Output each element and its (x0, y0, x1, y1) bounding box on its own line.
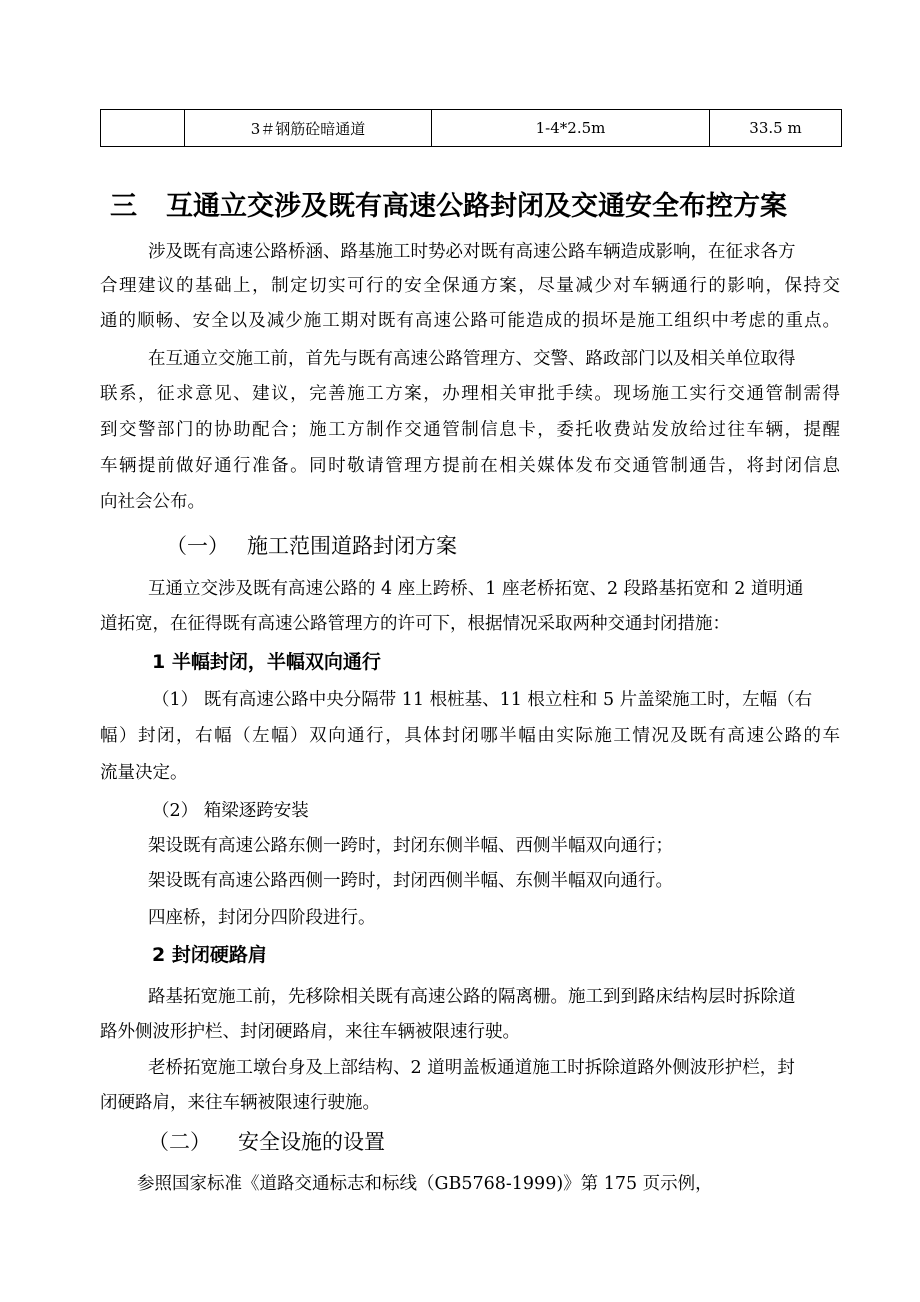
para2-line1: 在互通立交施工前，首先与既有高速公路管理方、交警、路政部门以及相关单位取得 (148, 349, 796, 369)
item1-p2: （2） 箱梁逐跨安装 (152, 801, 309, 821)
para2-line4: 车辆提前做好通行准备。同时敬请管理方提前在相关媒体发布交通管制通告，将封闭信息 (100, 456, 840, 476)
item2-p1-line1: 路基拓宽施工前，先移除相关既有高速公路的隔离栅。施工到到路床结构层时拆除道 (148, 987, 796, 1007)
sub1-para-line2: 道拓宽，在征得既有高速公路管理方的许可下，根据情况采取两种交通封闭措施： (100, 614, 730, 634)
para2-line3: 到交警部门的协助配合；施工方制作交通管制信息卡，委托收费站发放给过往车辆，提醒 (100, 420, 840, 440)
section-title: 互通立交涉及既有高速公路封闭及交通安全布控方案 (166, 191, 787, 222)
sub2-para: 参照国家标准《道路交通标志和标线（GB5768-1999)》第 175 页示例， (137, 1174, 713, 1194)
para1-line1: 涉及既有高速公路桥涵、路基施工时势必对既有高速公路车辆造成影响，在征求各方 (148, 242, 796, 262)
item2-p2-line2: 闭硬路肩，来往车辆被限速行驶施。 (100, 1093, 380, 1113)
item1-p1-line1: （1） 既有高速公路中央分隔带 11 根桩基、11 根立柱和 5 片盖梁施工时，左幅（右 (152, 690, 813, 710)
subsection1-number: （一） (166, 534, 229, 558)
table-cell-length: 33.5 m (710, 110, 842, 147)
item2-heading: 2 封闭硬路肩 (152, 944, 267, 966)
subsection2-number: （二） (148, 1130, 211, 1154)
item1-p4: 架设既有高速公路西侧一跨时，封闭西侧半幅、东侧半幅双向通行。 (148, 871, 673, 891)
section-number: 三 (110, 191, 137, 222)
para1-line2: 合理建议的基础上，制定切实可行的安全保通方案，尽量减少对车辆通行的影响，保持交 (100, 276, 840, 296)
sub1-para-line1: 互通立交涉及既有高速公路的 4 座上跨桥、1 座老桥拓宽、2 段路基拓宽和 2 道明通 (148, 579, 804, 599)
item1-p1-line2: 幅）封闭，右幅（左幅）双向通行，具体封闭哪半幅由实际施工情况及既有高速公路的车 (100, 726, 840, 746)
para2-line5: 向社会公布。 (100, 492, 205, 512)
para2-line2: 联系，征求意见、建议，完善施工方案，办理相关审批手续。现场施工实行交通管制需得 (100, 384, 840, 404)
para1-line3: 通的顺畅、安全以及减少施工期对既有高速公路可能造成的损坏是施工组织中考虑的重点。 (100, 311, 840, 331)
subsection1-title: 施工范围道路封闭方案 (247, 534, 457, 558)
item1-heading: 1 半幅封闭，半幅双向通行 (152, 651, 381, 673)
subsection2-title: 安全设施的设置 (238, 1130, 385, 1154)
item2-p1-line2: 路外侧波形护栏、封闭硬路肩，来往车辆被限速行驶。 (100, 1022, 520, 1042)
item1-p1-line3: 流量决定。 (100, 763, 188, 783)
item1-p5: 四座桥，封闭分四阶段进行。 (148, 908, 376, 928)
item1-p3: 架设既有高速公路东侧一跨时，封闭东侧半幅、西侧半幅双向通行； (148, 836, 673, 856)
table-row (101, 110, 842, 147)
table-cell-name: 3＃钢筋砼暗通道 (185, 110, 432, 147)
item2-p2-line1: 老桥拓宽施工墩台身及上部结构、2 道明盖板通道施工时拆除道路外侧波形护栏，封 (148, 1058, 795, 1078)
spec-table (100, 109, 842, 147)
table-cell-index (101, 110, 185, 147)
table-cell-spec: 1-4*2.5m (432, 110, 710, 147)
